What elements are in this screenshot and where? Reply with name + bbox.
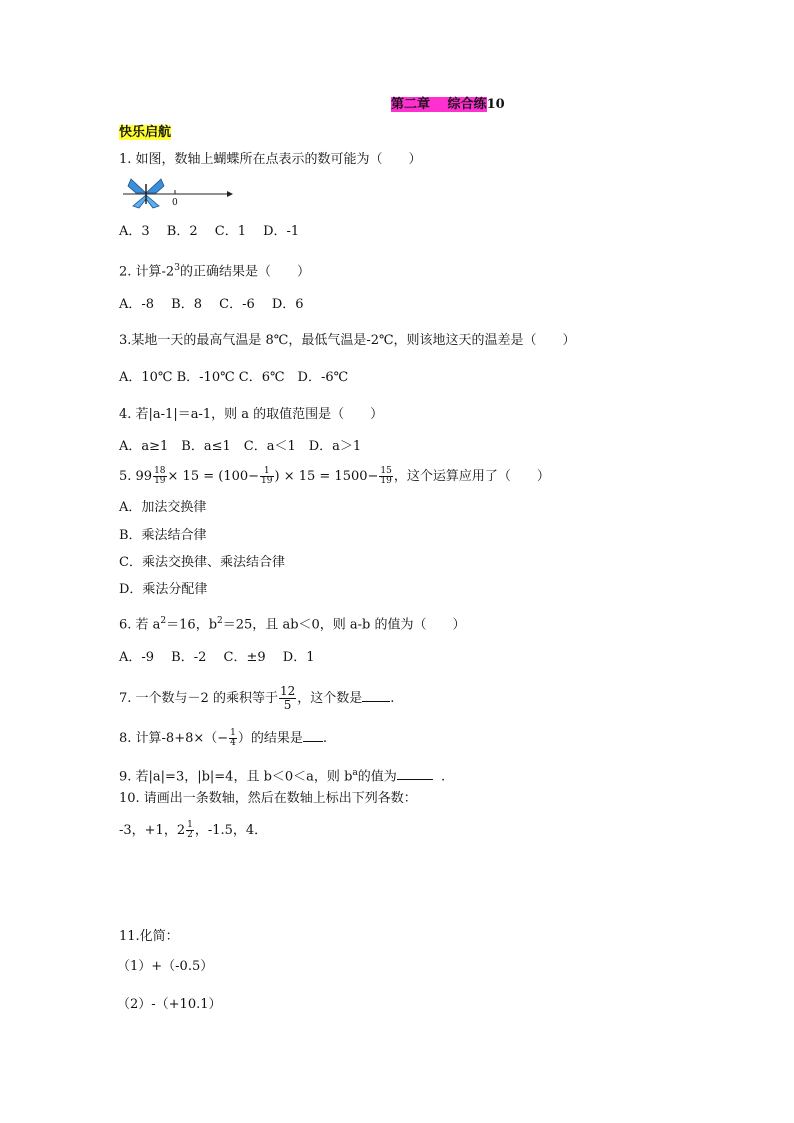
q5-option-a: A．加法交换律 <box>119 500 207 515</box>
q3-stem: 3.某地一天的最高气温是 8℃，最低气温是-2℃，则该地这天的温差是（ ） <box>119 333 576 348</box>
section-heading <box>119 124 171 142</box>
section-label: 综合练 <box>447 97 487 112</box>
q7-fraction: $\frac{12}{5}$ <box>279 684 296 712</box>
q5-option-b: B．乘法结合律 <box>119 528 207 543</box>
q8-part1: 8. 计算-8+8×（− <box>119 731 229 746</box>
q8-fraction: $\frac{1}{4}$ <box>230 728 236 748</box>
q6-part2: ＝16，b <box>166 617 218 633</box>
q2-options: A．-8 B．8 C．-6 D．6 <box>119 297 304 312</box>
q10-fraction: $\frac{1}{2}$ <box>187 820 193 840</box>
q5-option-c: C．乘法交换律、乘法结合律 <box>119 555 285 570</box>
q5-option-d: D．乘法分配律 <box>119 582 208 597</box>
q6-part3: ＝25，且 ab＜0，则 a-b 的值为（ ） <box>222 617 466 633</box>
q2-stem <box>119 259 310 281</box>
q2-stem-suffix: 的正确结果是（ ） <box>179 264 310 280</box>
zero-label: 0 <box>172 198 178 208</box>
q3-options: A．10℃ B．-10℃ C．6℃ D．-6℃ <box>119 370 349 385</box>
q10-stem: 10. 请画出一条数轴，然后在数轴上标出下列各数： <box>119 791 417 806</box>
q5-stem <box>119 466 550 488</box>
q1-number-line-figure <box>119 176 234 210</box>
q4-options: A．a≥1 B．a≤1 C．a＜1 D．a＞1 <box>119 439 362 454</box>
q10-part2: ，-1.5，4． <box>194 823 268 838</box>
q4-stem: 4. 若|a-1|＝a-1，则 a 的取值范围是（ ） <box>119 407 384 422</box>
q7-part2: ，这个数是 <box>297 691 363 706</box>
q7-answer-blank[interactable] <box>362 689 390 702</box>
title-gap <box>430 97 448 112</box>
section-title: 快乐启航 <box>119 125 172 140</box>
q6-stem <box>119 612 466 634</box>
q6-options: A．-9 B．-2 C．±9 D．1 <box>119 650 315 665</box>
q8-stem: 8. 计算-8+8×（− $\frac{1}{4}$ ）的结果是 . <box>119 728 328 748</box>
q11-stem: 11.化简： <box>119 929 179 944</box>
axis-arrow <box>227 191 233 197</box>
q11-part1: （1）+（-0.5） <box>117 959 214 974</box>
q6-exponent-2: 2 <box>217 616 223 626</box>
q9-part2: 的值为 <box>357 769 397 785</box>
q1-options: A．3 B．2 C．1 D．-1 <box>119 224 300 239</box>
section-number: 10 <box>486 97 505 112</box>
chapter-label: 第二章 <box>391 97 431 112</box>
q7-part1: 7. 一个数与－2 的乘积等于 <box>119 691 278 706</box>
q9-answer-blank[interactable] <box>397 767 433 780</box>
q9-exponent: a <box>352 768 358 778</box>
q11-part2: （2）-（+10.1） <box>117 997 222 1012</box>
q5-part3: ) × 15 = 1500− <box>274 469 379 484</box>
q9-part1: 9. 若|a|=3，|b|=4，且 b＜0＜a，则 b <box>119 769 353 785</box>
q5-fraction-3: $\frac{15}{19}$ <box>380 466 392 486</box>
q6-part1: 6. 若 a <box>119 617 161 633</box>
q10-numbers <box>119 818 267 844</box>
q5-part2: × 15 = (100− <box>167 469 260 484</box>
q10-part1: -3，+1，2 <box>119 823 186 838</box>
q5-fraction-2: $\frac{1}{19}$ <box>261 466 273 486</box>
q2-stem-prefix: 2. 计算-2 <box>119 264 175 280</box>
q5-fraction-1: $\frac{18}{19}$ <box>154 466 166 486</box>
q9-stem: 9. 若|a|=3，|b|=4，且 b＜0＜a，则 $b^a$的值为 . <box>119 768 446 785</box>
q5-part1: 5. 99 <box>119 469 153 484</box>
q6-exponent-1: 2 <box>160 616 167 626</box>
q8-answer-blank[interactable] <box>303 729 323 742</box>
q1-stem: 1. 如图，数轴上蝴蝶所在点表示的数可能为（ ） <box>119 152 422 167</box>
q5-part4: ，这个运算应用了（ ） <box>393 469 550 484</box>
q8-part2: ）的结果是 <box>237 731 303 746</box>
page-title <box>391 96 505 114</box>
q2-exponent: 3 <box>174 263 180 273</box>
q7-stem: 7. 一个数与－2 的乘积等于 $\frac{12}{5}$ ，这个数是 . <box>119 684 395 712</box>
